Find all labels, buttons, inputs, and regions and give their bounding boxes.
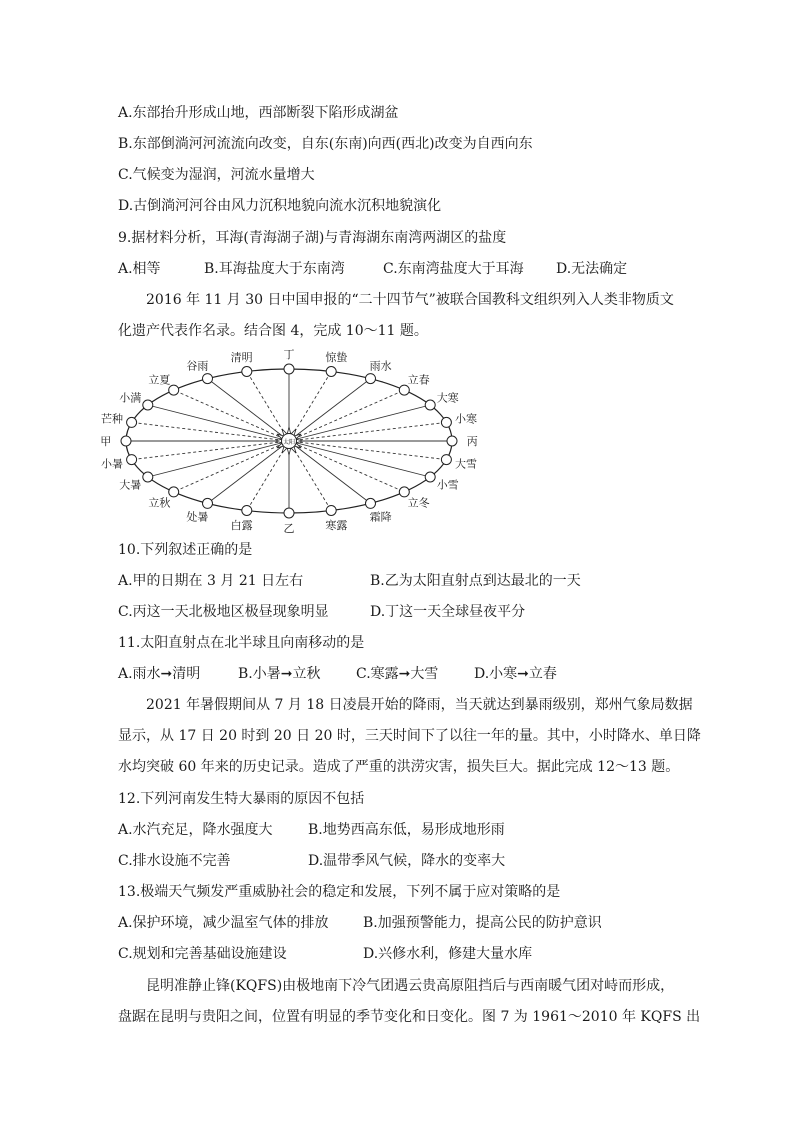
term-node bbox=[425, 472, 435, 482]
q12-stem: 12.下列河南发生特大暴雨的原因不包括 bbox=[118, 791, 365, 807]
q11-stem: 11.太阳直射点在北半球且向南移动的是 bbox=[118, 635, 365, 651]
term-node bbox=[242, 506, 252, 516]
term-label: 乙 bbox=[283, 522, 295, 535]
spoke-line bbox=[132, 422, 289, 441]
q8-option-c: C.气候变为湿润，河流水量增大 bbox=[118, 167, 315, 183]
q12-option-b: B.地势西高东低，易形成地形雨 bbox=[308, 822, 505, 838]
q13-option-a: A.保护环境，减少温室气体的排放 bbox=[118, 915, 329, 931]
term-label: 处暑 bbox=[186, 510, 209, 524]
intro-10-11-line2: 化遗产代表作名录。结合图 4，完成 10～11 题。 bbox=[118, 323, 428, 339]
q9-option-b: B.耳海盐度大于东南湾 bbox=[204, 261, 345, 277]
spoke-line bbox=[289, 422, 446, 441]
q13-stem: 13.极端天气频发严重威胁社会的稳定和发展，下列不属于应对策略的是 bbox=[118, 884, 561, 900]
q10-option-a: A.甲的日期在 3 月 21 日左右 bbox=[118, 573, 304, 589]
q9-option-d: D.无法确定 bbox=[556, 261, 628, 277]
term-node bbox=[399, 487, 409, 497]
spoke-line bbox=[208, 379, 290, 441]
term-node bbox=[326, 506, 336, 516]
q9-stem: 9.据材料分析，耳海(青海湖子湖)与青海湖东南湾两湖区的盐度 bbox=[118, 230, 507, 246]
term-node bbox=[366, 374, 376, 384]
term-node bbox=[121, 436, 131, 446]
spoke-line bbox=[289, 405, 430, 441]
q10-option-d: D.丁这一天全球昼夜平分 bbox=[370, 604, 526, 620]
term-label: 丙 bbox=[466, 435, 478, 448]
term-node bbox=[143, 472, 153, 482]
intro-kqfs-line2: 盘踞在昆明与贵阳之间，位置有明显的季节变化和日变化。图 7 为 1961～2010 年 KQFS 出 bbox=[118, 1009, 701, 1025]
term-label: 小暑 bbox=[101, 457, 123, 471]
spoke-line bbox=[148, 405, 289, 441]
term-node bbox=[399, 385, 409, 395]
q10-option-c: C.丙这一天北极地区极昼现象明显 bbox=[118, 604, 329, 620]
term-node bbox=[441, 417, 451, 427]
term-node bbox=[425, 400, 435, 410]
solar-terms-diagram bbox=[100, 348, 478, 535]
spoke-line bbox=[132, 441, 289, 460]
term-label: 立秋 bbox=[148, 496, 171, 510]
term-label: 芒种 bbox=[101, 412, 123, 426]
term-label: 立春 bbox=[407, 373, 430, 387]
q11-option-d: D.小寒➞立春 bbox=[474, 666, 557, 682]
term-node bbox=[441, 455, 451, 465]
term-node bbox=[203, 374, 213, 384]
q12-option-a: A.水汽充足，降水强度大 bbox=[118, 822, 273, 838]
term-label: 谷雨 bbox=[186, 359, 209, 373]
term-label: 立冬 bbox=[407, 496, 430, 510]
spoke-line bbox=[289, 441, 371, 503]
term-node bbox=[242, 367, 252, 377]
term-node bbox=[169, 385, 179, 395]
intro-12-13-line1: 2021 年暑假期间从 7 月 18 日凌晨开始的降雨，当天就达到暴雨级别，郑州气象局数据 bbox=[146, 697, 693, 713]
intro-kqfs-line1: 昆明准静止锋(KQFS)由极地南下冷气团遇云贵高原阻挡后与西南暖气团对峙而形成， bbox=[146, 978, 675, 994]
q8-option-d: D.古倒淌河河谷由风力沉积地貌向流水沉积地貌演化 bbox=[118, 198, 442, 214]
term-label: 甲 bbox=[100, 435, 112, 448]
q10-option-b: B.乙为太阳直射点到达最北的一天 bbox=[370, 573, 581, 589]
spoke-line bbox=[148, 441, 289, 477]
intro-10-11-line1: 2016 年 11 月 30 日中国申报的“二十四节气”被联合国教科文组织列入人类非物质文 bbox=[146, 292, 674, 308]
q11-option-b: B.小暑➞立秋 bbox=[238, 666, 321, 682]
term-label: 小满 bbox=[119, 391, 142, 405]
term-node bbox=[169, 487, 179, 497]
term-label: 丁 bbox=[283, 348, 295, 361]
q12-option-c: C.排水设施不完善 bbox=[118, 853, 231, 869]
q13-option-c: C.规划和完善基础设施建设 bbox=[118, 946, 287, 962]
term-label: 大暑 bbox=[119, 478, 142, 492]
q13-option-d: D.兴修水利，修建大量水库 bbox=[363, 946, 533, 962]
term-node bbox=[447, 436, 457, 446]
term-node bbox=[284, 364, 294, 374]
intro-12-13-line3: 水均突破 60 年来的历史记录。造成了严重的洪涝灾害，损失巨大。据此完成 12～13 题。 bbox=[118, 759, 680, 775]
term-label: 大雪 bbox=[455, 457, 477, 471]
term-label: 惊蛰 bbox=[325, 351, 348, 364]
spoke-line bbox=[289, 441, 446, 460]
term-label: 白露 bbox=[230, 519, 253, 532]
q10-stem: 10.下列叙述正确的是 bbox=[118, 542, 253, 558]
term-node bbox=[203, 498, 213, 508]
term-label: 雨水 bbox=[369, 359, 392, 373]
term-node bbox=[127, 417, 137, 427]
q11-option-a: A.雨水➞清明 bbox=[118, 666, 201, 682]
q9-option-a: A.相等 bbox=[118, 261, 161, 277]
term-label: 清明 bbox=[230, 351, 253, 364]
term-node bbox=[366, 498, 376, 508]
sun-label: 太阳 bbox=[282, 439, 296, 446]
q12-option-d: D.温带季风气候，降水的变率大 bbox=[308, 853, 506, 869]
sun-icon bbox=[275, 427, 303, 455]
term-label: 小寒 bbox=[455, 412, 477, 426]
q8-option-b: B.东部倒淌河河流流向改变，自东(东南)向西(西北)改变为自西向东 bbox=[118, 136, 533, 152]
term-node bbox=[326, 367, 336, 377]
q13-option-b: B.加强预警能力，提高公民的防护意识 bbox=[363, 915, 602, 931]
term-node bbox=[127, 455, 137, 465]
q11-option-c: C.寒露➞大雪 bbox=[356, 666, 439, 682]
term-label: 霜降 bbox=[369, 510, 392, 524]
term-label: 大寒 bbox=[436, 391, 459, 405]
q9-option-c: C.东南湾盐度大于耳海 bbox=[383, 261, 524, 277]
term-node bbox=[284, 508, 294, 518]
term-label: 寒露 bbox=[325, 519, 348, 532]
intro-12-13-line2: 显示，从 17 日 20 时到 20 日 20 时，三天时间下了以往一年的量。其中，小时降水、单日降 bbox=[118, 728, 701, 744]
spoke-line bbox=[208, 441, 290, 503]
term-node bbox=[143, 400, 153, 410]
term-label: 小雪 bbox=[436, 478, 459, 492]
spoke-line bbox=[289, 379, 371, 441]
q8-option-a: A.东部抬升形成山地，西部断裂下陷形成湖盆 bbox=[118, 105, 399, 121]
term-label: 立夏 bbox=[148, 373, 171, 387]
spoke-line bbox=[289, 441, 430, 477]
